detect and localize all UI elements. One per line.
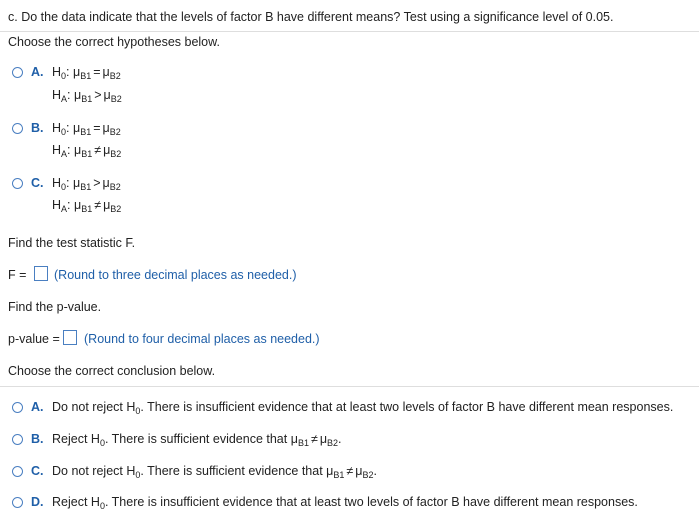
option-letter: B. xyxy=(31,121,44,135)
conclusion-text: Reject $H_0$. There is insufficient evidence that at least two levels of factor B have different mean responses. xyxy=(52,495,638,511)
test-stat-prompt: Find the test statistic F. xyxy=(8,236,136,250)
pvalue-prompt: Find the p-value. xyxy=(8,300,102,314)
divider xyxy=(0,31,699,32)
pvalue-label: p-value = xyxy=(8,332,60,346)
alternative-hypothesis: $H_A$: $\mu_{B1} \ne \mu_{B2}$ xyxy=(52,198,122,214)
hypotheses-prompt: Choose the correct hypotheses below. xyxy=(8,35,220,49)
null-hypothesis: $H_0$: $\mu_{B1} = \mu_{B2}$ xyxy=(52,121,121,137)
radio-button[interactable] xyxy=(12,123,23,134)
radio-button[interactable] xyxy=(12,466,23,477)
radio-button[interactable] xyxy=(12,178,23,189)
pvalue-input[interactable] xyxy=(63,330,77,345)
pvalue-round-hint: (Round to four decimal places as needed.) xyxy=(84,332,320,346)
option-letter: A. xyxy=(31,65,44,79)
null-hypothesis: $H_0$: $\mu_{B1} > \mu_{B2}$ xyxy=(52,176,121,192)
f-label: F = xyxy=(8,268,27,282)
null-hypothesis: $H_0$: $\mu_{B1} = \mu_{B2}$ xyxy=(52,65,121,81)
option-letter: A. xyxy=(31,400,44,414)
conclusion-text: Do not reject $H_0$. There is insufficient evidence that at least two levels of factor B have different mean responses. xyxy=(52,400,674,416)
radio-button[interactable] xyxy=(12,434,23,445)
option-letter: C. xyxy=(31,464,44,478)
question-part-c: c. Do the data indicate that the levels of factor B have different means? Test using a significance level of 0.05. xyxy=(8,10,614,24)
alternative-hypothesis: $H_A$: $\mu_{B1} \ne \mu_{B2}$ xyxy=(52,143,122,159)
option-letter: C. xyxy=(31,176,44,190)
alternative-hypothesis: $H_A$: $\mu_{B1} > \mu_{B2}$ xyxy=(52,88,122,104)
option-letter: D. xyxy=(31,495,44,509)
conclusion-text: Reject $H_0$. There is sufficient evidence that $\mu_{B1} \ne \mu_{B2}$. xyxy=(52,432,342,448)
conclusion-text: Do not reject $H_0$. There is sufficient evidence that $\mu_{B1} \ne \mu_{B2}$. xyxy=(52,464,377,480)
radio-button[interactable] xyxy=(12,497,23,508)
radio-button[interactable] xyxy=(12,402,23,413)
conclusion-prompt: Choose the correct conclusion below. xyxy=(8,364,216,378)
f-round-hint: (Round to three decimal places as needed.) xyxy=(54,268,297,282)
radio-button[interactable] xyxy=(12,67,23,78)
divider xyxy=(0,386,699,387)
option-letter: B. xyxy=(31,432,44,446)
f-statistic-input[interactable] xyxy=(34,266,48,281)
